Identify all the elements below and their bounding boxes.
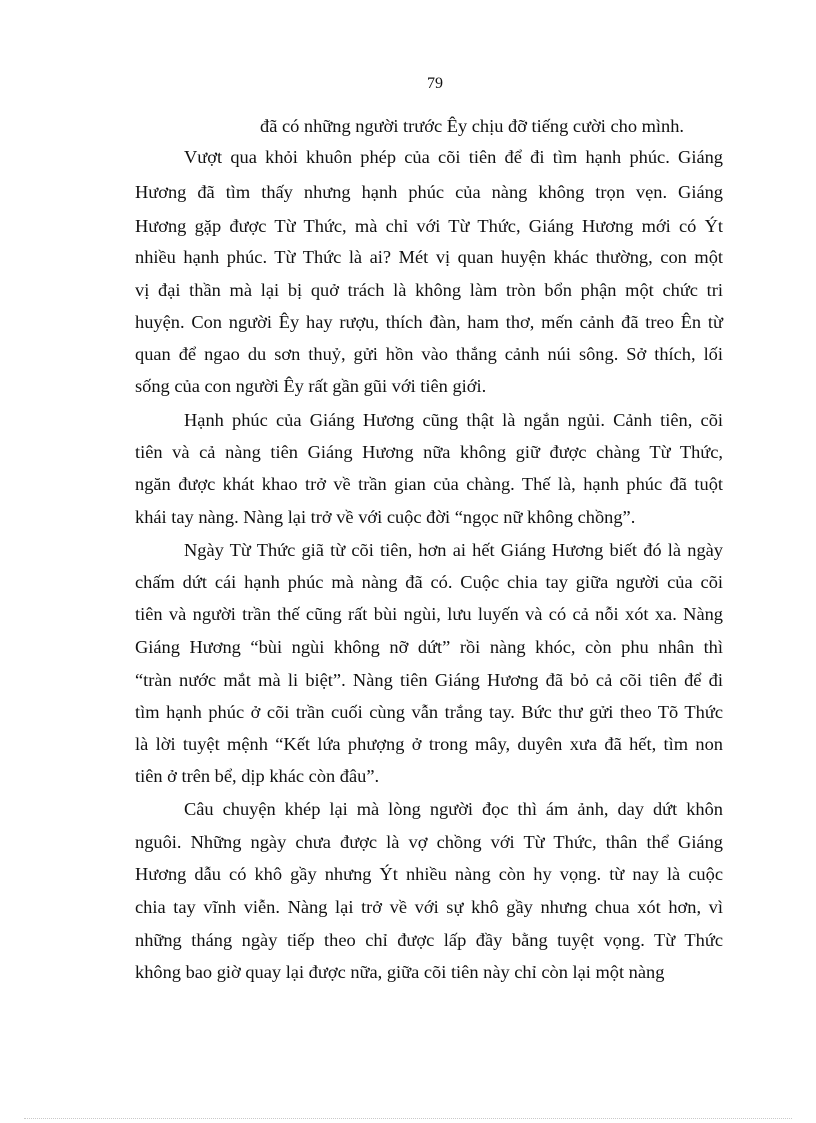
text-line: chia tay vĩnh viễn. Nàng lại trở về với sự khô gầy nhưng chua xót hơn, vì [135, 897, 723, 917]
text-line: Giáng Hương “bùi ngùi không nỡ dứt” rồi nàng khóc, còn phu nhân thì [135, 637, 723, 657]
text-line: tiên và cả nàng tiên Giáng Hương nữa không giữ được chàng Từ Thức, [135, 442, 723, 462]
text-line: tiên và người trần thế cũng rất bùi ngùi, lưu luyến và có cả nỗi xót xa. Nàng [135, 604, 723, 624]
text-line: sống của con người Êy rất gần gũi với tiên giới. [135, 376, 487, 396]
text-line: tìm hạnh phúc ở cõi trần cuối cùng vẫn trắng tay. Bức thư gửi theo Tõ Thức [135, 702, 723, 722]
text-line: quan để ngao du sơn thuỷ, gửi hồn vào thắng cảnh núi sông. Sở thích, lối [135, 344, 723, 364]
text-line: “tràn nước mắt mà li biệt”. Nàng tiên Giáng Hương đã bỏ cả cõi tiên để đi [135, 670, 723, 690]
text-line: những tháng ngày tiếp theo chỉ được lấp đầy bằng tuyệt vọng. Từ Thức [135, 930, 723, 950]
text-line: tiên ở trên bể, dịp khác còn đâu”. [135, 766, 380, 786]
text-line: ngăn được khát khao trở về trần gian của chàng. Thế là, hạnh phúc đã tuột [135, 474, 723, 494]
text-line: Hạnh phúc của Giáng Hương cũng thật là ngắn ngủi. Cảnh tiên, cõi [184, 410, 723, 430]
text-line: nhiều hạnh phúc. Từ Thức là ai? Mét vị quan huyện khác thường, con một [135, 247, 723, 267]
page-bottom-divider [24, 1118, 792, 1119]
text-line: chấm dứt cái hạnh phúc mà nàng đã có. Cuộc chia tay giữa người của cõi [135, 572, 723, 592]
text-line: Hương gặp được Từ Thức, mà chỉ với Từ Thức, Giáng Hương mới có Ýt [135, 216, 723, 236]
text-line: Vượt qua khỏi khuôn phép của cõi tiên để đi tìm hạnh phúc. Giáng [184, 147, 723, 167]
text-line: đã có những người trước Êy chịu đỡ tiếng cười cho mình. [260, 116, 685, 136]
text-line: Hương dẫu có khô gầy nhưng Ýt nhiều nàng còn hy vọng. từ nay là cuộc [135, 864, 723, 884]
text-line: nguôi. Những ngày chưa được là vợ chồng với Từ Thức, thân thể Giáng [135, 832, 723, 852]
text-line: Hương đã tìm thấy nhưng hạnh phúc của nàng không trọn vẹn. Giáng [135, 182, 723, 202]
page-number: 79 [427, 75, 443, 92]
text-line: khái tay nàng. Nàng lại trở về với cuộc đời “ngọc nữ không chồng”. [135, 507, 636, 527]
text-line: Câu chuyện khép lại mà lòng người đọc thì ám ảnh, day dứt khôn [184, 799, 723, 819]
text-line: Ngày Từ Thức giã từ cõi tiên, hơn ai hết Giáng Hương biết đó là ngày [184, 540, 723, 560]
text-line: là lời tuyệt mệnh “Kết lứa phượng ở trong mây, duyên xưa đã hết, tìm non [135, 734, 723, 754]
text-line: huyện. Con người Êy hay rượu, thích đàn, ham thơ, mến cảnh đã treo Ên từ [135, 312, 723, 332]
text-line: vị đại thần mà lại bị quở trách là không làm tròn bổn phận một chức tri [135, 280, 723, 300]
text-line: không bao giờ quay lại được nữa, giữa cõi tiên này chỉ còn lại một nàng [135, 962, 665, 982]
